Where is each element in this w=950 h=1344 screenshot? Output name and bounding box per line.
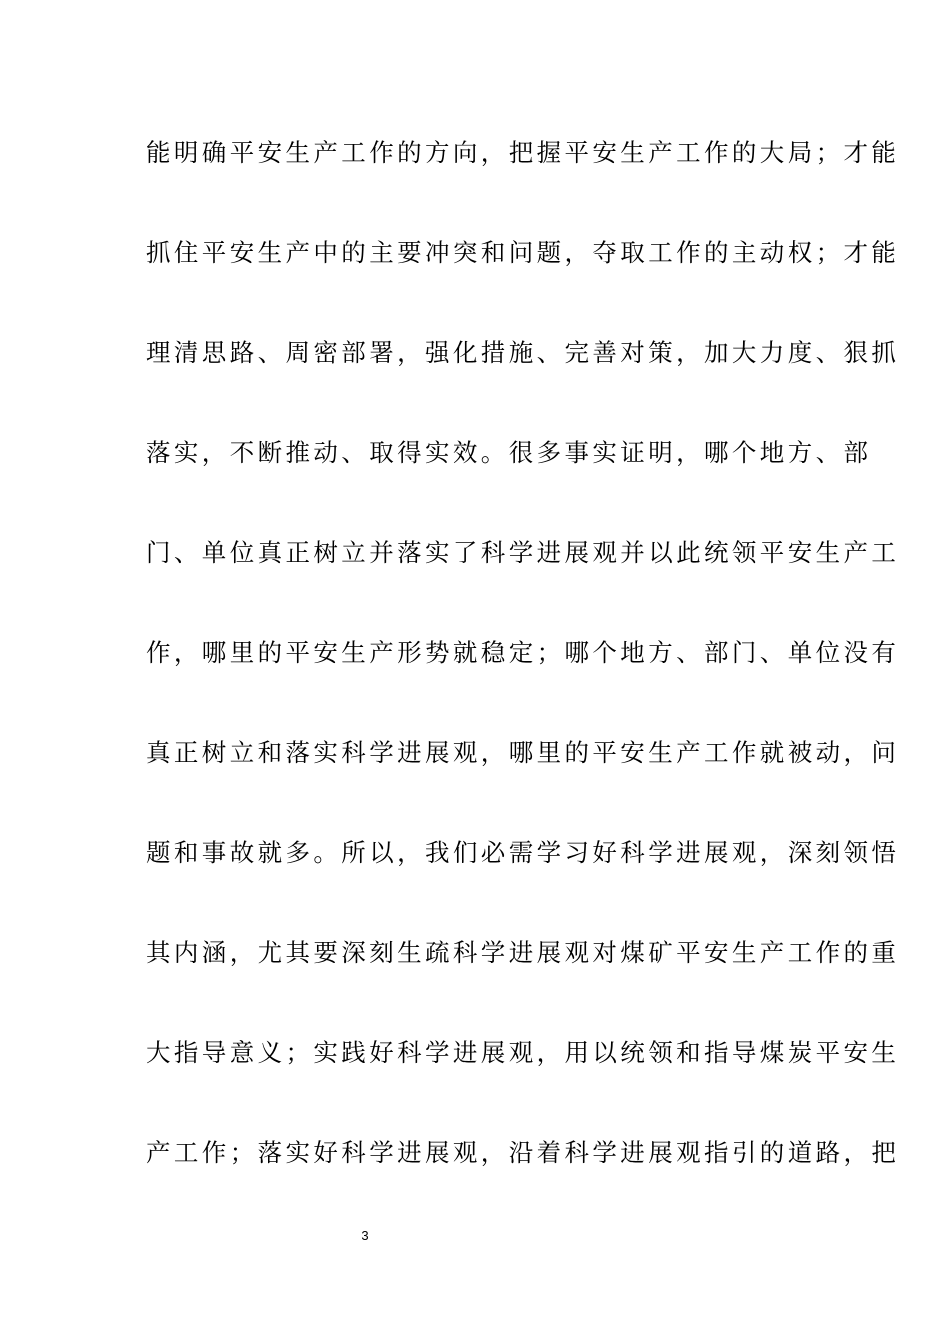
text-line: 落实，不断推动、取得实效。很多事实证明，哪个地方、部 bbox=[146, 438, 872, 467]
page-number: 3 bbox=[361, 1228, 369, 1243]
text-line: 真正树立和落实科学进展观，哪里的平安生产工作就被动，问 bbox=[146, 738, 900, 767]
text-line: 抓住平安生产中的主要冲突和问题，夺取工作的主动权；才能 bbox=[146, 238, 900, 267]
text-line: 产工作；落实好科学进展观，沿着科学进展观指引的道路，把 bbox=[146, 1138, 900, 1167]
text-line: 其内涵，尤其要深刻生疏科学进展观对煤矿平安生产工作的重 bbox=[146, 938, 900, 967]
text-line: 题和事故就多。所以，我们必需学习好科学进展观，深刻领悟 bbox=[146, 838, 900, 867]
text-line: 作，哪里的平安生产形势就稳定；哪个地方、部门、单位没有 bbox=[146, 638, 900, 667]
text-line: 理清思路、周密部署，强化措施、完善对策，加大力度、狠抓 bbox=[146, 338, 900, 367]
text-line: 大指导意义；实践好科学进展观，用以统领和指导煤炭平安生 bbox=[146, 1038, 900, 1067]
body-text bbox=[146, 130, 900, 1230]
text-line: 能明确平安生产工作的方向，把握平安生产工作的大局；才能 bbox=[146, 138, 900, 167]
text-line: 门、单位真正树立并落实了科学进展观并以此统领平安生产工 bbox=[146, 538, 900, 567]
